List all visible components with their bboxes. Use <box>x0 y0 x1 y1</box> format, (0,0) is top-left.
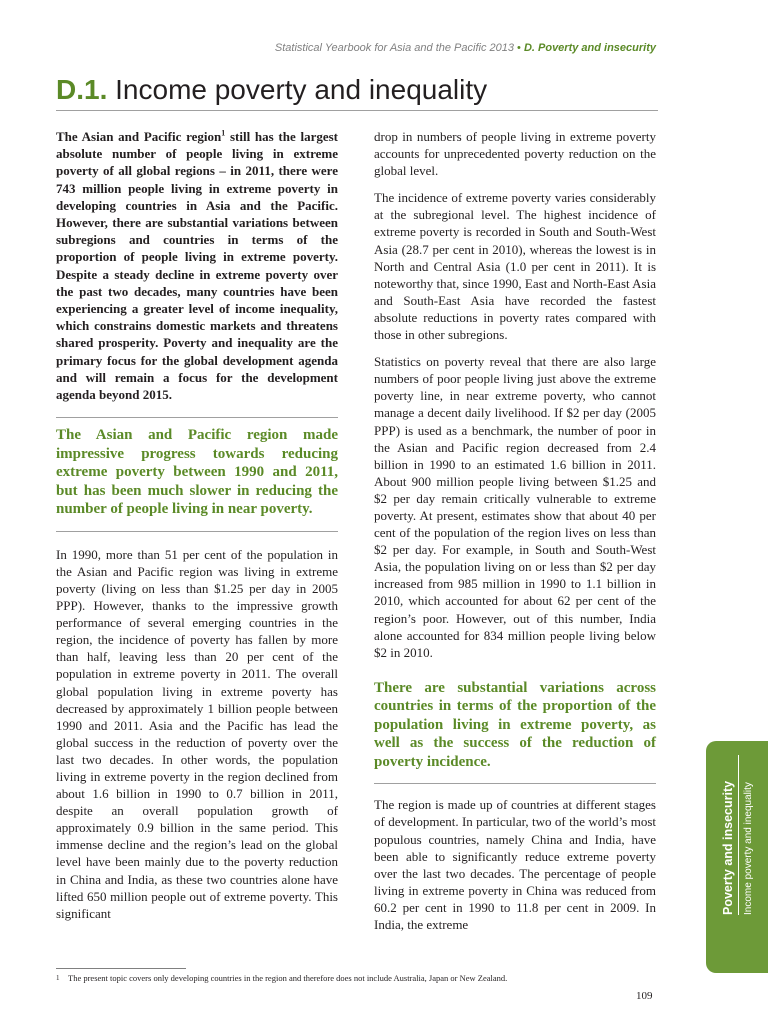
highlight-heading: The Asian and Pacific region made impressive progress towards reducing extreme poverty between 1990 and 2011, but has been much slower in reducing the number of people living in near poverty. <box>56 417 338 532</box>
body-paragraph: The region is made up of countries at different stages of development. In particular, two of the world’s most populous countries, namely China and India, have been able to significantly reduce extreme poverty over the last two decades. The percentage of people living in extreme poverty in China was reduced from 60.2 per cent in 1990 to 11.8 per cent in 2009. In India, the extreme <box>374 797 656 932</box>
section-number: D.1. <box>56 74 108 105</box>
highlight-heading: There are substantial variations across countries in terms of the proportion of the population living in extreme poverty, as well as the success of the reduction of poverty incidence. <box>374 673 656 785</box>
body-paragraph: drop in numbers of people living in extreme poverty accounts for unprecedented poverty reduction on the global level. <box>374 129 656 179</box>
side-tab-subtitle: Income poverty and inequality <box>742 782 754 915</box>
footnote-text: The present topic covers only developing countries in the region and therefore does not include Australia, Japan or New Zealand. <box>68 973 508 983</box>
page-title <box>56 74 487 106</box>
footnote <box>56 973 676 984</box>
page-number: 109 <box>636 990 653 1002</box>
footnote-reference: 1 <box>221 128 226 138</box>
lead-paragraph <box>56 128 338 403</box>
left-column <box>56 128 338 932</box>
publication-title: Statistical Yearbook for Asia and the Pacific 2013 <box>274 42 514 54</box>
title-text: Income poverty and inequality <box>107 74 488 105</box>
section-title: D. Poverty and insecurity <box>523 42 656 54</box>
lead-text-start: The Asian and Pacific region <box>56 129 222 144</box>
body-paragraph: Statistics on poverty reveal that there are also large numbers of poor people living just above the extreme poverty line, in near extreme poverty, who cannot manage a decent daily livelihood. If $2 per day (2005 PPP) is used as a benchmark, the number of poor in the Asian and Pacific region decreased from 2.4 billion in 1990 to an estimated 1.6 billion in 2011. About 900 million people living between $1.25 and $2 per day remain critically vulnerable to extreme poverty. At present, estimates show that about 40 per cent of the population of the region lives on less than $2 per day. For example, in South and South-West Asia, the population living on or less than $2 per day increased from 985 million in 1990 to 1.1 billion in 2010, which accounted for about 62 per cent of the region’s poor. However, out of this number, India alone accounted for 834 million people living below $2 in 2010. <box>374 354 656 660</box>
footnote-marker: 1 <box>56 974 60 982</box>
right-column <box>374 128 656 943</box>
footnote-divider <box>56 968 186 969</box>
title-divider <box>56 110 658 111</box>
side-tab-content <box>706 741 768 973</box>
body-paragraph: In 1990, more than 51 per cent of the population in the Asian and Pacific region was living in extreme poverty (living on less than $1.25 per day in 2005 PPP). However, thanks to the impressive growth performance of several emerging countries in the region, the incidence of poverty has fallen by more than half, leaving less than 20 per cent of the population in extreme poverty in 2011. The overall global population living in extreme poverty has decreased by approximately 1 billion people between 1990 and 2011. Asia and the Pacific has lead the global success in the reduction of poverty over the last two decades. In other words, the population living in extreme poverty in the region declined from about 1.6 billion in 1990 to 0.7 billion in 2011, despite an overall population growth of approximately 0.9 billion in the same period. This immense decline and the region’s lead on the global level have been mainly due to the poverty reduction in China and India, as these two countries alone have lifted 650 million people out of extreme poverty. This significant <box>56 546 338 921</box>
chapter-side-tab <box>706 741 768 973</box>
lead-text-rest: still has the largest absolute number of people living in extreme poverty of all global regions – in 2011, there were 743 million people living in extreme poverty in developing countries in Asia and the Pacific. However, there are substantial variations between subregions and countries in terms of the proportion of people living in extreme poverty. Despite a steady decline in extreme poverty over the past two decades, many countries have been experiencing a greater level of income inequality, which constrains domestic markets and threatens shared prosperity. Poverty and inequality are the primary focus for the global development agenda and will remain a focus for the development agenda beyond 2015. <box>56 129 338 403</box>
running-head <box>275 42 656 54</box>
running-head-separator: • <box>513 42 524 54</box>
body-paragraph: The incidence of extreme poverty varies considerably at the subregional level. The highest incidence of extreme poverty is recorded in South and South-West Asia (28.7 per cent in 2010), whereas the lowest is in North and Central Asia (1.0 per cent in 2011). It is noteworthy that, since 1990, East and North-East Asia and South-East Asia have recorded the fastest absolute reductions in poverty rates compared with those in other subregions. <box>374 190 656 343</box>
side-tab-title: Poverty and insecurity <box>721 755 739 915</box>
